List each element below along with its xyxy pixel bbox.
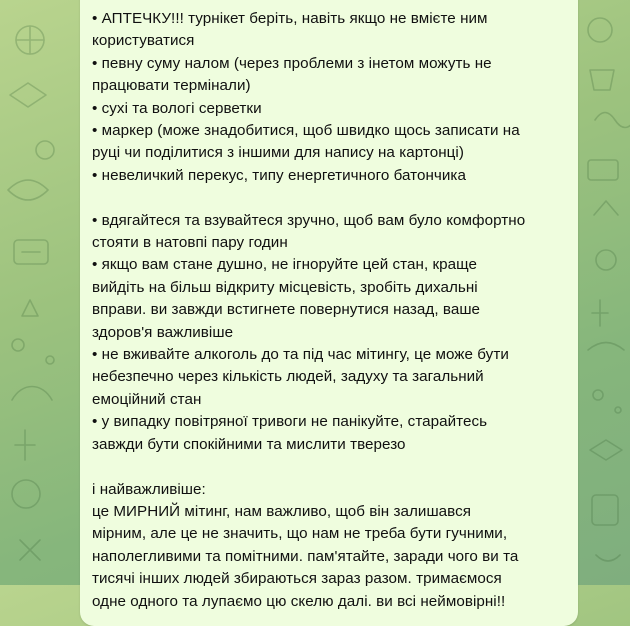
message-line: • вдягайтеся та взувайтеся зручно, щоб вам було комфортно [92, 211, 526, 229]
message-line: • невеличкий перекус, типу енергетичного батончика [92, 166, 466, 184]
message-line: руці чи поділитися з іншими для напису на картонці) [92, 144, 464, 162]
message-line: небезпечно через кількість людей, задуху та загальний [92, 368, 484, 386]
message-line: • маркер (може знадобитися, щоб швидко щось записати на [92, 122, 520, 140]
message-line [92, 187, 566, 209]
message-line: • сухі та вологі серветки [92, 99, 262, 117]
message-line: • певну суму налом (через проблеми з інетом можуть не [92, 54, 492, 72]
message-line: користуватися [92, 32, 195, 50]
message-line: • не вживайте алкоголь до та під час мітингу, це може бути [92, 346, 509, 364]
message-line: завжди бути спокійними та мислити тверезо [92, 435, 406, 453]
message-line: • якщо вам стане душно, не ігноруйте цей стан, краще [92, 256, 478, 274]
message-line: стояти в натовпі пару годин [92, 234, 288, 252]
message-bubble [80, 0, 578, 626]
message-line: одне одного та лупаємо цю скелю далі. ви всі неймовірні!! [92, 592, 506, 610]
message-line: • АПТЕЧКУ!!! турнікет беріть, навіть якщо не вмієте ним [92, 10, 488, 27]
message-line: працювати термінали) [92, 77, 251, 95]
message-line: здоров'я важливіше [92, 323, 234, 341]
message-line: вийдіть на більш відкриту місцевість, зробіть дихальні [92, 278, 478, 296]
message-line: мірним, але це не значить, що нам не треба бути гучними, [92, 525, 508, 543]
message-line: і найважливіше: [92, 480, 206, 498]
message-line: наполегливими та помітними. пам'ятайте, заради чого ви та [92, 547, 519, 565]
message-text [92, 8, 566, 613]
message-line [92, 456, 566, 478]
message-line: • у випадку повітряної тривоги не панікуйте, старайтесь [92, 413, 488, 431]
message-line: тисячі інших людей збираються зараз разом. тримаємося [92, 570, 502, 588]
message-line: емоційний стан [92, 390, 202, 408]
message-line: це МИРНИЙ мітинг, нам важливо, щоб він залишався [92, 502, 472, 520]
message-line: вправи. ви завжди встигнете повернутися назад, ваше [92, 301, 481, 319]
